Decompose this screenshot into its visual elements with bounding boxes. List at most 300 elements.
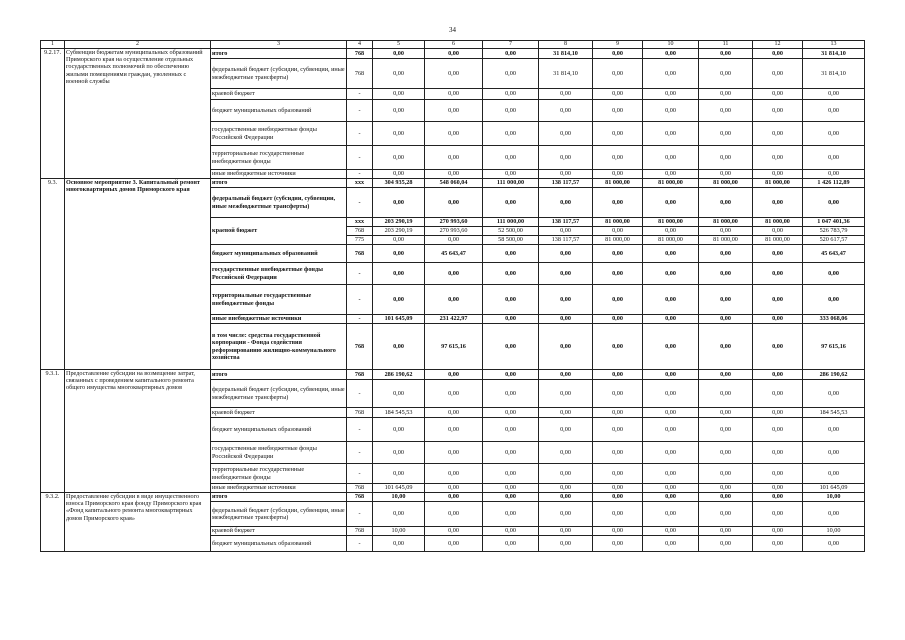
amount-cell: 0,00 bbox=[753, 536, 803, 552]
budget-code: - bbox=[347, 263, 373, 285]
amount-cell: 0,00 bbox=[373, 418, 425, 442]
budget-code: - bbox=[347, 502, 373, 527]
budget-code: - bbox=[347, 442, 373, 464]
amount-cell: 0,00 bbox=[803, 122, 865, 146]
amount-cell: 0,00 bbox=[593, 122, 643, 146]
amount-cell: 0,00 bbox=[643, 227, 699, 236]
budget-code: - bbox=[347, 188, 373, 218]
amount-cell: 0,00 bbox=[593, 89, 643, 100]
funding-source: бюджет муниципальных образований bbox=[211, 536, 347, 552]
amount-cell: 548 060,04 bbox=[425, 179, 483, 188]
budget-code: - bbox=[347, 380, 373, 408]
amount-cell: 0,00 bbox=[699, 89, 753, 100]
amount-cell: 0,00 bbox=[539, 408, 593, 418]
activity-name: Основное мероприятие 3. Капитальный ремонт многоквартирных домов Приморского края bbox=[65, 179, 211, 370]
amount-cell: 0,00 bbox=[643, 285, 699, 315]
amount-cell: 0,00 bbox=[373, 49, 425, 59]
amount-cell: 101 645,09 bbox=[373, 484, 425, 493]
amount-cell: 0,00 bbox=[699, 100, 753, 122]
amount-cell: 0,00 bbox=[373, 100, 425, 122]
amount-cell: 0,00 bbox=[425, 188, 483, 218]
amount-cell: 0,00 bbox=[539, 527, 593, 536]
amount-cell: 0,00 bbox=[593, 502, 643, 527]
amount-cell: 0,00 bbox=[539, 315, 593, 324]
amount-cell: 0,00 bbox=[483, 146, 539, 170]
row-code: 9.3.2. bbox=[41, 493, 65, 552]
amount-cell: 0,00 bbox=[803, 285, 865, 315]
amount-cell: 0,00 bbox=[699, 380, 753, 408]
amount-cell: 0,00 bbox=[425, 285, 483, 315]
amount-cell: 0,00 bbox=[643, 49, 699, 59]
col-num: 10 bbox=[643, 41, 699, 49]
amount-cell: 270 993,60 bbox=[425, 218, 483, 227]
budget-code: 768 bbox=[347, 59, 373, 89]
amount-cell: 0,00 bbox=[699, 285, 753, 315]
amount-cell: 0,00 bbox=[539, 170, 593, 179]
budget-code: - bbox=[347, 418, 373, 442]
funding-source: государственные внебюджетные фонды Российской Федерации bbox=[211, 122, 347, 146]
budget-code: 775 bbox=[347, 236, 373, 245]
amount-cell: 0,00 bbox=[373, 188, 425, 218]
activity-name: Предоставление субсидии на возмещение затрат, связанных с проведением капитального ремонта общего имущества многоквартирных домов bbox=[65, 370, 211, 493]
amount-cell: 0,00 bbox=[539, 502, 593, 527]
amount-cell: 0,00 bbox=[803, 380, 865, 408]
amount-cell: 101 645,09 bbox=[803, 484, 865, 493]
amount-cell: 0,00 bbox=[483, 464, 539, 484]
amount-cell: 0,00 bbox=[539, 122, 593, 146]
row-code: 9.3.1. bbox=[41, 370, 65, 493]
amount-cell: 0,00 bbox=[753, 285, 803, 315]
funding-source: федеральный бюджет (субсидии, субвенции, иные межбюджетные трансферты) bbox=[211, 502, 347, 527]
col-num: 13 bbox=[803, 41, 865, 49]
funding-source: краевой бюджет bbox=[211, 527, 347, 536]
amount-cell: 0,00 bbox=[425, 408, 483, 418]
amount-cell: 270 993,60 bbox=[425, 227, 483, 236]
budget-code: 768 bbox=[347, 408, 373, 418]
amount-cell: 0,00 bbox=[373, 245, 425, 263]
amount-cell: 0,00 bbox=[699, 315, 753, 324]
amount-cell: 0,00 bbox=[593, 59, 643, 89]
amount-cell: 111 000,00 bbox=[483, 179, 539, 188]
amount-cell: 138 117,57 bbox=[539, 236, 593, 245]
activity-name: Субвенции бюджетам муниципальных образований Приморского края на осуществление отдельных государственных полномочий по обеспечению жилыми помещениями граждан, уволенных с военной службы bbox=[65, 49, 211, 179]
amount-cell: 0,00 bbox=[699, 527, 753, 536]
amount-cell: 0,00 bbox=[699, 122, 753, 146]
amount-cell: 0,00 bbox=[425, 59, 483, 89]
amount-cell: 0,00 bbox=[753, 502, 803, 527]
budget-code: 768 bbox=[347, 527, 373, 536]
amount-cell: 0,00 bbox=[753, 188, 803, 218]
amount-cell: 0,00 bbox=[425, 236, 483, 245]
amount-cell: 31 814,10 bbox=[539, 59, 593, 89]
amount-cell: 203 290,19 bbox=[373, 227, 425, 236]
amount-cell: 81 000,00 bbox=[753, 218, 803, 227]
funding-source: федеральный бюджет (субсидии, субвенции, иные межбюджетные трансферты) bbox=[211, 59, 347, 89]
amount-cell: 0,00 bbox=[753, 227, 803, 236]
amount-cell: 0,00 bbox=[699, 464, 753, 484]
amount-cell: 10,00 bbox=[373, 493, 425, 502]
amount-cell: 0,00 bbox=[539, 464, 593, 484]
amount-cell: 0,00 bbox=[425, 442, 483, 464]
funding-source: территориальные государственные внебюджетные фонды bbox=[211, 285, 347, 315]
amount-cell: 0,00 bbox=[803, 89, 865, 100]
amount-cell: 0,00 bbox=[643, 484, 699, 493]
amount-cell: 0,00 bbox=[753, 493, 803, 502]
amount-cell: 0,00 bbox=[699, 59, 753, 89]
funding-source: иные внебюджетные источники bbox=[211, 315, 347, 324]
amount-cell: 0,00 bbox=[753, 527, 803, 536]
amount-cell: 0,00 bbox=[593, 527, 643, 536]
amount-cell: 0,00 bbox=[539, 370, 593, 380]
amount-cell: 0,00 bbox=[643, 188, 699, 218]
amount-cell: 52 500,00 bbox=[483, 227, 539, 236]
amount-cell: 58 500,00 bbox=[483, 236, 539, 245]
amount-cell: 10,00 bbox=[373, 527, 425, 536]
amount-cell: 0,00 bbox=[425, 89, 483, 100]
col-num: 12 bbox=[753, 41, 803, 49]
amount-cell: 0,00 bbox=[539, 146, 593, 170]
amount-cell: 0,00 bbox=[425, 502, 483, 527]
amount-cell: 0,00 bbox=[593, 227, 643, 236]
row-code: 9.2.17. bbox=[41, 49, 65, 179]
amount-cell: 0,00 bbox=[483, 418, 539, 442]
amount-cell: 0,00 bbox=[753, 370, 803, 380]
amount-cell: 333 068,06 bbox=[803, 315, 865, 324]
amount-cell: 0,00 bbox=[753, 170, 803, 179]
amount-cell: 0,00 bbox=[539, 285, 593, 315]
amount-cell: 203 290,19 bbox=[373, 218, 425, 227]
amount-cell: 0,00 bbox=[643, 146, 699, 170]
amount-cell: 0,00 bbox=[425, 484, 483, 493]
amount-cell: 0,00 bbox=[373, 263, 425, 285]
amount-cell: 0,00 bbox=[425, 493, 483, 502]
funding-source: иные внебюджетные источники bbox=[211, 484, 347, 493]
amount-cell: 0,00 bbox=[483, 408, 539, 418]
amount-cell: 0,00 bbox=[483, 59, 539, 89]
amount-cell: 0,00 bbox=[699, 442, 753, 464]
amount-cell: 0,00 bbox=[753, 380, 803, 408]
amount-cell: 81 000,00 bbox=[643, 236, 699, 245]
budget-code: - bbox=[347, 122, 373, 146]
amount-cell: 0,00 bbox=[699, 324, 753, 370]
amount-cell: 0,00 bbox=[803, 502, 865, 527]
amount-cell: 0,00 bbox=[753, 100, 803, 122]
amount-cell: 81 000,00 bbox=[699, 236, 753, 245]
amount-cell: 0,00 bbox=[753, 464, 803, 484]
amount-cell: 1 047 401,36 bbox=[803, 218, 865, 227]
amount-cell: 97 615,16 bbox=[803, 324, 865, 370]
amount-cell: 0,00 bbox=[699, 170, 753, 179]
amount-cell: 0,00 bbox=[373, 59, 425, 89]
amount-cell: 0,00 bbox=[425, 170, 483, 179]
amount-cell: 0,00 bbox=[753, 146, 803, 170]
budget-code: - bbox=[347, 536, 373, 552]
amount-cell: 0,00 bbox=[643, 464, 699, 484]
amount-cell: 0,00 bbox=[539, 188, 593, 218]
amount-cell: 0,00 bbox=[643, 315, 699, 324]
amount-cell: 31 814,10 bbox=[803, 59, 865, 89]
amount-cell: 0,00 bbox=[539, 324, 593, 370]
amount-cell: 184 545,53 bbox=[803, 408, 865, 418]
funding-source: итого bbox=[211, 493, 347, 502]
amount-cell: 0,00 bbox=[593, 418, 643, 442]
amount-cell: 10,00 bbox=[803, 493, 865, 502]
amount-cell: 0,00 bbox=[803, 536, 865, 552]
amount-cell: 0,00 bbox=[593, 285, 643, 315]
amount-cell: 45 643,47 bbox=[425, 245, 483, 263]
amount-cell: 0,00 bbox=[539, 380, 593, 408]
budget-code: - bbox=[347, 170, 373, 179]
amount-cell: 138 117,57 bbox=[539, 218, 593, 227]
amount-cell: 0,00 bbox=[373, 89, 425, 100]
col-num: 7 bbox=[483, 41, 539, 49]
amount-cell: 0,00 bbox=[643, 89, 699, 100]
amount-cell: 0,00 bbox=[803, 263, 865, 285]
amount-cell: 0,00 bbox=[753, 122, 803, 146]
amount-cell: 0,00 bbox=[483, 170, 539, 179]
amount-cell: 0,00 bbox=[483, 493, 539, 502]
amount-cell: 0,00 bbox=[425, 100, 483, 122]
amount-cell: 0,00 bbox=[803, 464, 865, 484]
col-num: 5 bbox=[373, 41, 425, 49]
amount-cell: 0,00 bbox=[539, 493, 593, 502]
amount-cell: 81 000,00 bbox=[699, 179, 753, 188]
funding-source: федеральный бюджет (субсидии, субвенции, иные межбюджетные трансферты) bbox=[211, 188, 347, 218]
amount-cell: 0,00 bbox=[425, 146, 483, 170]
amount-cell: 0,00 bbox=[593, 263, 643, 285]
funding-source: в том числе: средства государственной корпорации - Фонда содействия реформированию жилищно-коммунального хозяйства bbox=[211, 324, 347, 370]
amount-cell: 0,00 bbox=[753, 442, 803, 464]
amount-cell: 0,00 bbox=[699, 484, 753, 493]
amount-cell: 0,00 bbox=[483, 315, 539, 324]
amount-cell: 0,00 bbox=[483, 285, 539, 315]
amount-cell: 0,00 bbox=[425, 527, 483, 536]
amount-cell: 0,00 bbox=[753, 408, 803, 418]
table-row bbox=[41, 370, 865, 380]
amount-cell: 0,00 bbox=[425, 370, 483, 380]
amount-cell: 0,00 bbox=[483, 49, 539, 59]
funding-source: краевой бюджет bbox=[211, 408, 347, 418]
table-row bbox=[41, 493, 865, 502]
amount-cell: 0,00 bbox=[643, 324, 699, 370]
amount-cell: 0,00 bbox=[593, 370, 643, 380]
amount-cell: 0,00 bbox=[753, 315, 803, 324]
funding-source: территориальные государственные внебюджетные фонды bbox=[211, 464, 347, 484]
amount-cell: 81 000,00 bbox=[643, 179, 699, 188]
col-num: 8 bbox=[539, 41, 593, 49]
amount-cell: 31 814,10 bbox=[803, 49, 865, 59]
amount-cell: 0,00 bbox=[699, 418, 753, 442]
amount-cell: 0,00 bbox=[643, 170, 699, 179]
amount-cell: 0,00 bbox=[643, 245, 699, 263]
amount-cell: 0,00 bbox=[753, 484, 803, 493]
amount-cell: 0,00 bbox=[483, 122, 539, 146]
budget-code: - bbox=[347, 89, 373, 100]
budget-code: ххх bbox=[347, 179, 373, 188]
amount-cell: 0,00 bbox=[483, 484, 539, 493]
amount-cell: 0,00 bbox=[425, 263, 483, 285]
amount-cell: 0,00 bbox=[643, 59, 699, 89]
amount-cell: 0,00 bbox=[483, 380, 539, 408]
amount-cell: 0,00 bbox=[643, 536, 699, 552]
amount-cell: 0,00 bbox=[425, 536, 483, 552]
amount-cell: 0,00 bbox=[593, 380, 643, 408]
amount-cell: 0,00 bbox=[699, 536, 753, 552]
amount-cell: 138 117,57 bbox=[539, 179, 593, 188]
amount-cell: 286 190,62 bbox=[803, 370, 865, 380]
amount-cell: 0,00 bbox=[539, 536, 593, 552]
amount-cell: 0,00 bbox=[373, 464, 425, 484]
amount-cell: 231 422,97 bbox=[425, 315, 483, 324]
amount-cell: 0,00 bbox=[539, 263, 593, 285]
amount-cell: 81 000,00 bbox=[593, 236, 643, 245]
amount-cell: 0,00 bbox=[483, 245, 539, 263]
amount-cell: 184 545,53 bbox=[373, 408, 425, 418]
amount-cell: 0,00 bbox=[643, 263, 699, 285]
budget-code: 768 bbox=[347, 484, 373, 493]
amount-cell: 0,00 bbox=[483, 188, 539, 218]
amount-cell: 0,00 bbox=[643, 408, 699, 418]
amount-cell: 286 190,62 bbox=[373, 370, 425, 380]
budget-table bbox=[40, 40, 865, 552]
amount-cell: 0,00 bbox=[699, 502, 753, 527]
amount-cell: 0,00 bbox=[593, 49, 643, 59]
table-body bbox=[41, 41, 865, 552]
amount-cell: 0,00 bbox=[373, 502, 425, 527]
amount-cell: 0,00 bbox=[539, 245, 593, 263]
col-num: 3 bbox=[211, 41, 347, 49]
amount-cell: 0,00 bbox=[643, 493, 699, 502]
amount-cell: 0,00 bbox=[593, 188, 643, 218]
amount-cell: 81 000,00 bbox=[699, 218, 753, 227]
amount-cell: 0,00 bbox=[699, 263, 753, 285]
amount-cell: 0,00 bbox=[539, 418, 593, 442]
budget-code: ххх bbox=[347, 218, 373, 227]
amount-cell: 0,00 bbox=[373, 285, 425, 315]
amount-cell: 0,00 bbox=[803, 100, 865, 122]
col-num: 9 bbox=[593, 41, 643, 49]
amount-cell: 0,00 bbox=[483, 263, 539, 285]
amount-cell: 0,00 bbox=[593, 408, 643, 418]
budget-code: - bbox=[347, 464, 373, 484]
amount-cell: 1 426 112,89 bbox=[803, 179, 865, 188]
amount-cell: 101 645,09 bbox=[373, 315, 425, 324]
amount-cell: 0,00 bbox=[373, 442, 425, 464]
amount-cell: 0,00 bbox=[425, 49, 483, 59]
funding-source: государственные внебюджетные фонды Российской Федерации bbox=[211, 442, 347, 464]
table-row bbox=[41, 179, 865, 188]
amount-cell: 81 000,00 bbox=[593, 179, 643, 188]
amount-cell: 0,00 bbox=[699, 146, 753, 170]
funding-source: бюджет муниципальных образований bbox=[211, 418, 347, 442]
funding-source: бюджет муниципальных образований bbox=[211, 100, 347, 122]
amount-cell: 0,00 bbox=[425, 464, 483, 484]
amount-cell: 0,00 bbox=[643, 380, 699, 408]
amount-cell: 0,00 bbox=[643, 122, 699, 146]
amount-cell: 0,00 bbox=[593, 484, 643, 493]
table-row bbox=[41, 49, 865, 59]
col-num: 11 bbox=[699, 41, 753, 49]
amount-cell: 0,00 bbox=[593, 245, 643, 263]
amount-cell: 0,00 bbox=[753, 89, 803, 100]
amount-cell: 0,00 bbox=[483, 370, 539, 380]
amount-cell: 304 935,28 bbox=[373, 179, 425, 188]
amount-cell: 0,00 bbox=[483, 442, 539, 464]
amount-cell: 31 814,10 bbox=[539, 49, 593, 59]
amount-cell: 0,00 bbox=[803, 418, 865, 442]
budget-code: - bbox=[347, 146, 373, 170]
budget-code: - bbox=[347, 100, 373, 122]
amount-cell: 0,00 bbox=[373, 122, 425, 146]
amount-cell: 0,00 bbox=[539, 227, 593, 236]
funding-source: итого bbox=[211, 49, 347, 59]
amount-cell: 0,00 bbox=[643, 442, 699, 464]
funding-source: иные внебюджетные источники bbox=[211, 170, 347, 179]
amount-cell: 45 643,47 bbox=[803, 245, 865, 263]
amount-cell: 81 000,00 bbox=[753, 236, 803, 245]
amount-cell: 0,00 bbox=[373, 146, 425, 170]
amount-cell: 0,00 bbox=[699, 188, 753, 218]
funding-source: государственные внебюджетные фонды Российской Федерации bbox=[211, 263, 347, 285]
amount-cell: 0,00 bbox=[803, 188, 865, 218]
amount-cell: 0,00 bbox=[373, 236, 425, 245]
amount-cell: 0,00 bbox=[643, 100, 699, 122]
amount-cell: 0,00 bbox=[803, 170, 865, 179]
amount-cell: 0,00 bbox=[699, 370, 753, 380]
budget-code: 768 bbox=[347, 245, 373, 263]
amount-cell: 0,00 bbox=[593, 170, 643, 179]
amount-cell: 0,00 bbox=[483, 527, 539, 536]
amount-cell: 0,00 bbox=[699, 227, 753, 236]
amount-cell: 0,00 bbox=[373, 324, 425, 370]
amount-cell: 0,00 bbox=[593, 146, 643, 170]
budget-code: 768 bbox=[347, 370, 373, 380]
amount-cell: 0,00 bbox=[593, 464, 643, 484]
amount-cell: 0,00 bbox=[539, 484, 593, 493]
budget-code: - bbox=[347, 315, 373, 324]
amount-cell: 0,00 bbox=[699, 49, 753, 59]
amount-cell: 0,00 bbox=[803, 442, 865, 464]
amount-cell: 81 000,00 bbox=[593, 218, 643, 227]
funding-source: итого bbox=[211, 179, 347, 188]
amount-cell: 0,00 bbox=[753, 263, 803, 285]
amount-cell: 81 000,00 bbox=[643, 218, 699, 227]
amount-cell: 0,00 bbox=[373, 170, 425, 179]
amount-cell: 0,00 bbox=[593, 324, 643, 370]
amount-cell: 0,00 bbox=[753, 324, 803, 370]
row-code: 9.3. bbox=[41, 179, 65, 370]
activity-name: Предоставление субсидии в виде имущественного взноса Приморского края фонду Приморского края «Фонд капитального ремонта многоквартирных домов Приморского края» bbox=[65, 493, 211, 552]
amount-cell: 0,00 bbox=[539, 89, 593, 100]
amount-cell: 81 000,00 bbox=[753, 179, 803, 188]
amount-cell: 0,00 bbox=[593, 100, 643, 122]
budget-code: 768 bbox=[347, 324, 373, 370]
budget-code: 768 bbox=[347, 49, 373, 59]
amount-cell: 0,00 bbox=[425, 418, 483, 442]
amount-cell: 0,00 bbox=[643, 527, 699, 536]
amount-cell: 0,00 bbox=[699, 245, 753, 263]
amount-cell: 0,00 bbox=[483, 100, 539, 122]
amount-cell: 0,00 bbox=[483, 502, 539, 527]
col-num: 1 bbox=[41, 41, 65, 49]
amount-cell: 0,00 bbox=[753, 418, 803, 442]
funding-source: краевой бюджет bbox=[211, 218, 347, 245]
amount-cell: 0,00 bbox=[593, 315, 643, 324]
col-num: 4 bbox=[347, 41, 373, 49]
funding-source: бюджет муниципальных образований bbox=[211, 245, 347, 263]
amount-cell: 0,00 bbox=[643, 370, 699, 380]
amount-cell: 0,00 bbox=[593, 536, 643, 552]
